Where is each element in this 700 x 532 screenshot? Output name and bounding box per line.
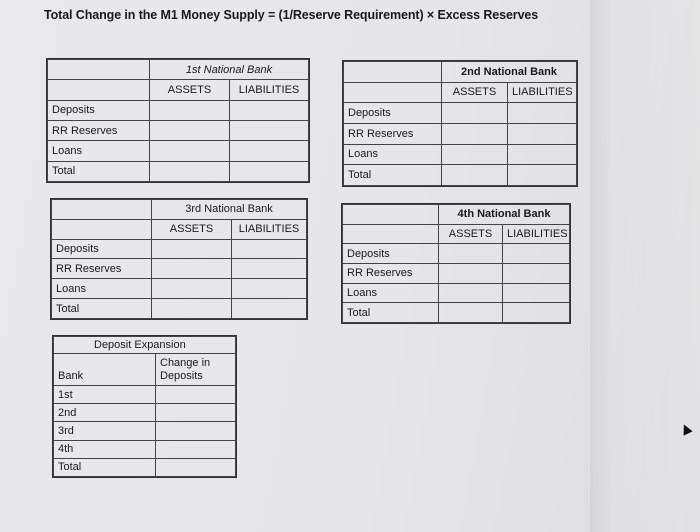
input-cell[interactable] xyxy=(150,141,230,161)
row-label-loans: Loans xyxy=(52,279,152,299)
row-label-deposits: Deposits xyxy=(48,100,150,120)
input-cell[interactable] xyxy=(230,161,309,181)
input-cell[interactable] xyxy=(230,120,309,140)
liabilities-header: LIABILITIES xyxy=(503,224,570,244)
bank-name: 4th National Bank xyxy=(439,205,570,225)
input-cell[interactable] xyxy=(232,299,307,319)
page-title: Total Change in the M1 Money Supply = (1/Reserve Requirement) × Excess Reserves xyxy=(44,8,539,22)
input-cell[interactable] xyxy=(156,422,236,440)
row-label-2nd: 2nd xyxy=(54,404,156,422)
input-cell[interactable] xyxy=(156,404,236,422)
blank-cell xyxy=(344,62,442,83)
row-label-total: Total xyxy=(52,299,152,319)
input-cell[interactable] xyxy=(503,283,570,303)
input-cell[interactable] xyxy=(232,239,307,259)
input-cell[interactable] xyxy=(156,458,236,476)
input-cell[interactable] xyxy=(152,299,232,319)
row-label-1st: 1st xyxy=(54,386,156,404)
row-label-rr-reserves: RR Reserves xyxy=(344,123,442,144)
row-label-loans: Loans xyxy=(343,283,439,303)
row-label-total: Total xyxy=(54,458,156,476)
liabilities-header: LIABILITIES xyxy=(230,80,309,100)
input-cell[interactable] xyxy=(150,120,230,140)
input-cell[interactable] xyxy=(503,244,570,264)
input-cell[interactable] xyxy=(439,303,503,323)
liabilities-header: LIABILITIES xyxy=(508,82,577,103)
input-cell[interactable] xyxy=(230,141,309,161)
change-column-header: Change in Deposits xyxy=(156,354,236,386)
bank-table-2nd xyxy=(342,60,578,187)
bank-table-3rd xyxy=(50,198,308,320)
input-cell[interactable] xyxy=(150,161,230,181)
bank-name: 3rd National Bank xyxy=(152,200,307,220)
blank-cell xyxy=(52,200,152,220)
input-cell[interactable] xyxy=(152,259,232,279)
input-cell[interactable] xyxy=(508,144,577,165)
input-cell[interactable] xyxy=(508,103,577,124)
input-cell[interactable] xyxy=(439,244,503,264)
blank-cell xyxy=(48,60,150,80)
expansion-caption: Deposit Expansion xyxy=(54,337,236,354)
page-edge-shadow xyxy=(590,0,700,532)
input-cell[interactable] xyxy=(503,263,570,283)
row-label-3rd: 3rd xyxy=(54,422,156,440)
input-cell[interactable] xyxy=(150,100,230,120)
blank-cell xyxy=(52,219,152,239)
bank-name: 1st National Bank xyxy=(150,60,309,80)
input-cell[interactable] xyxy=(439,283,503,303)
blank-cell xyxy=(48,80,150,100)
input-cell[interactable] xyxy=(442,123,508,144)
liabilities-header: LIABILITIES xyxy=(232,219,307,239)
assets-header: ASSETS xyxy=(150,80,230,100)
blank-cell xyxy=(344,82,442,103)
input-cell[interactable] xyxy=(152,239,232,259)
input-cell[interactable] xyxy=(439,263,503,283)
row-label-total: Total xyxy=(343,303,439,323)
assets-header: ASSETS xyxy=(442,82,508,103)
row-label-loans: Loans xyxy=(48,141,150,161)
deposit-expansion-table xyxy=(52,335,237,478)
row-label-total: Total xyxy=(344,165,442,186)
input-cell[interactable] xyxy=(508,165,577,186)
row-label-deposits: Deposits xyxy=(52,239,152,259)
row-label-rr-reserves: RR Reserves xyxy=(343,263,439,283)
input-cell[interactable] xyxy=(442,103,508,124)
input-cell[interactable] xyxy=(156,386,236,404)
input-cell[interactable] xyxy=(503,303,570,323)
bank-table-1st xyxy=(46,58,310,183)
row-label-rr-reserves: RR Reserves xyxy=(48,120,150,140)
input-cell[interactable] xyxy=(442,165,508,186)
row-label-deposits: Deposits xyxy=(344,103,442,124)
assets-header: ASSETS xyxy=(152,219,232,239)
row-label-deposits: Deposits xyxy=(343,244,439,264)
input-cell[interactable] xyxy=(232,259,307,279)
bank-table-4th xyxy=(341,203,571,324)
input-cell[interactable] xyxy=(156,440,236,458)
row-label-rr-reserves: RR Reserves xyxy=(52,259,152,279)
input-cell[interactable] xyxy=(232,279,307,299)
input-cell[interactable] xyxy=(442,144,508,165)
bank-name: 2nd National Bank xyxy=(442,62,577,83)
row-label-4th: 4th xyxy=(54,440,156,458)
assets-header: ASSETS xyxy=(439,224,503,244)
input-cell[interactable] xyxy=(508,123,577,144)
row-label-total: Total xyxy=(48,161,150,181)
input-cell[interactable] xyxy=(230,100,309,120)
bank-column-header: Bank xyxy=(54,354,156,386)
blank-cell xyxy=(343,224,439,244)
input-cell[interactable] xyxy=(152,279,232,299)
row-label-loans: Loans xyxy=(344,144,442,165)
blank-cell xyxy=(343,205,439,225)
